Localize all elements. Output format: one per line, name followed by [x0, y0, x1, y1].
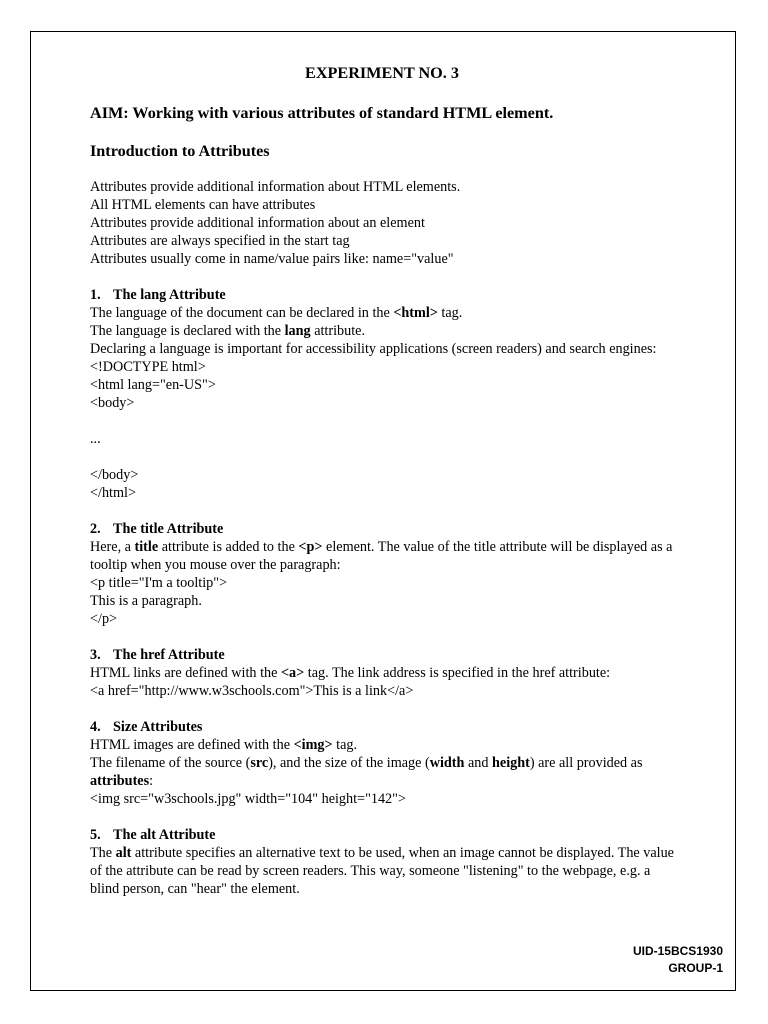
uid-label: UID-15BCS1930: [632, 944, 723, 958]
text-run: The language of the document can be declared in the: [90, 305, 394, 321]
bold-run: <html>: [393, 305, 438, 321]
code-line: [90, 448, 680, 466]
body-line: [90, 754, 680, 790]
code-line: </body>: [90, 467, 139, 483]
text-run: attribute.: [310, 323, 366, 339]
text-run: attribute is added to the: [158, 539, 299, 555]
code-line: <body>: [90, 395, 135, 411]
text-run: The language is declared with the: [90, 323, 285, 339]
text-run: The filename of the source (: [90, 755, 251, 771]
intro-heading: Introduction to Attributes: [90, 142, 270, 160]
bold-run: <a>: [280, 665, 305, 681]
section-title: Size Attributes: [113, 719, 203, 735]
text-run: attribute specifies an alternative text to be used, when an image cannot be displayed. The value of the attribute can be read by screen readers. This way, someone "listening" to the webpage, e.g. a blind person, can "hear" the element.: [90, 845, 674, 897]
body-line: Declaring a language is important for accessibility applications (screen readers) and search engines:: [90, 341, 657, 357]
intro-line: All HTML elements can have attributes: [90, 197, 316, 213]
text-run: :: [149, 773, 154, 789]
text-run: HTML links are defined with the: [90, 665, 281, 681]
text-run: ), and the size of the image (: [268, 755, 430, 771]
code-line: <html lang="en-US">: [90, 377, 216, 393]
section-heading: [90, 718, 680, 736]
text-run: The: [90, 845, 116, 861]
section-alt: [90, 826, 680, 898]
code-line: </p>: [90, 611, 118, 627]
section-title-attribute: [90, 520, 680, 628]
body-line: [90, 304, 680, 322]
section-title: The lang Attribute: [113, 287, 226, 303]
section-lang: [90, 286, 680, 502]
text-run: HTML images are defined with the: [90, 737, 294, 753]
bold-run: alt: [115, 845, 132, 861]
intro-line: Attributes usually come in name/value pairs like: name="value": [90, 251, 454, 267]
page-footer: [633, 943, 723, 977]
bold-run: <p>: [298, 539, 323, 555]
body-line: [90, 844, 680, 898]
section-href: [90, 646, 680, 700]
text-run: and: [464, 755, 492, 771]
body-line: [90, 538, 680, 574]
section-size: [90, 718, 680, 808]
code-line: <a href="http://www.w3schools.com">This is a link</a>: [90, 683, 414, 699]
section-number: 4.: [90, 719, 101, 735]
intro-paragraph: [90, 178, 680, 268]
text-run: ) are all provided as: [529, 755, 643, 771]
bold-run: lang: [284, 323, 311, 339]
intro-line: Attributes provide additional information about an element: [90, 215, 425, 231]
section-heading: [90, 520, 680, 538]
bold-run: height: [492, 755, 530, 771]
text-run: tag.: [332, 737, 358, 753]
bold-run: src: [250, 755, 269, 771]
intro-line: Attributes are always specified in the start tag: [90, 233, 350, 249]
section-heading: [90, 286, 680, 304]
section-number: 1.: [90, 287, 101, 303]
page-title: EXPERIMENT NO. 3: [305, 64, 459, 82]
text-run: tag.: [437, 305, 463, 321]
section-number: 3.: [90, 647, 101, 663]
bold-run: title: [134, 539, 159, 555]
bold-run: attributes: [90, 773, 150, 789]
body-line: [90, 664, 680, 682]
code-line: <!DOCTYPE html>: [90, 359, 206, 375]
section-number: 2.: [90, 521, 101, 537]
section-heading: [90, 646, 680, 664]
body-line: [90, 736, 680, 754]
section-number: 5.: [90, 827, 101, 843]
document-body: [90, 62, 680, 898]
text-run: element. The value of the title attribute will be displayed as a tooltip when you mouse over the paragraph:: [90, 539, 673, 573]
code-line: </html>: [90, 485, 136, 501]
group-label: GROUP-1: [668, 961, 723, 975]
text-run: Here, a: [90, 539, 135, 555]
bold-run: width: [429, 755, 465, 771]
section-title: The alt Attribute: [113, 827, 216, 843]
code-line: ...: [90, 431, 101, 447]
code-line: <p title="I'm a tooltip">: [90, 575, 228, 591]
text-run: tag. The link address is specified in the href attribute:: [304, 665, 611, 681]
section-heading: [90, 826, 680, 844]
section-title: The href Attribute: [113, 647, 225, 663]
code-line: This is a paragraph.: [90, 593, 202, 609]
section-title: The title Attribute: [113, 521, 224, 537]
aim-statement: AIM: Working with various attributes of standard HTML element.: [90, 104, 554, 122]
bold-run: <img>: [293, 737, 333, 753]
body-line: [90, 322, 680, 340]
intro-line: Attributes provide additional information about HTML elements.: [90, 179, 461, 195]
code-line: <img src="w3schools.jpg" width="104" height="142">: [90, 791, 406, 807]
code-line: [90, 412, 680, 430]
